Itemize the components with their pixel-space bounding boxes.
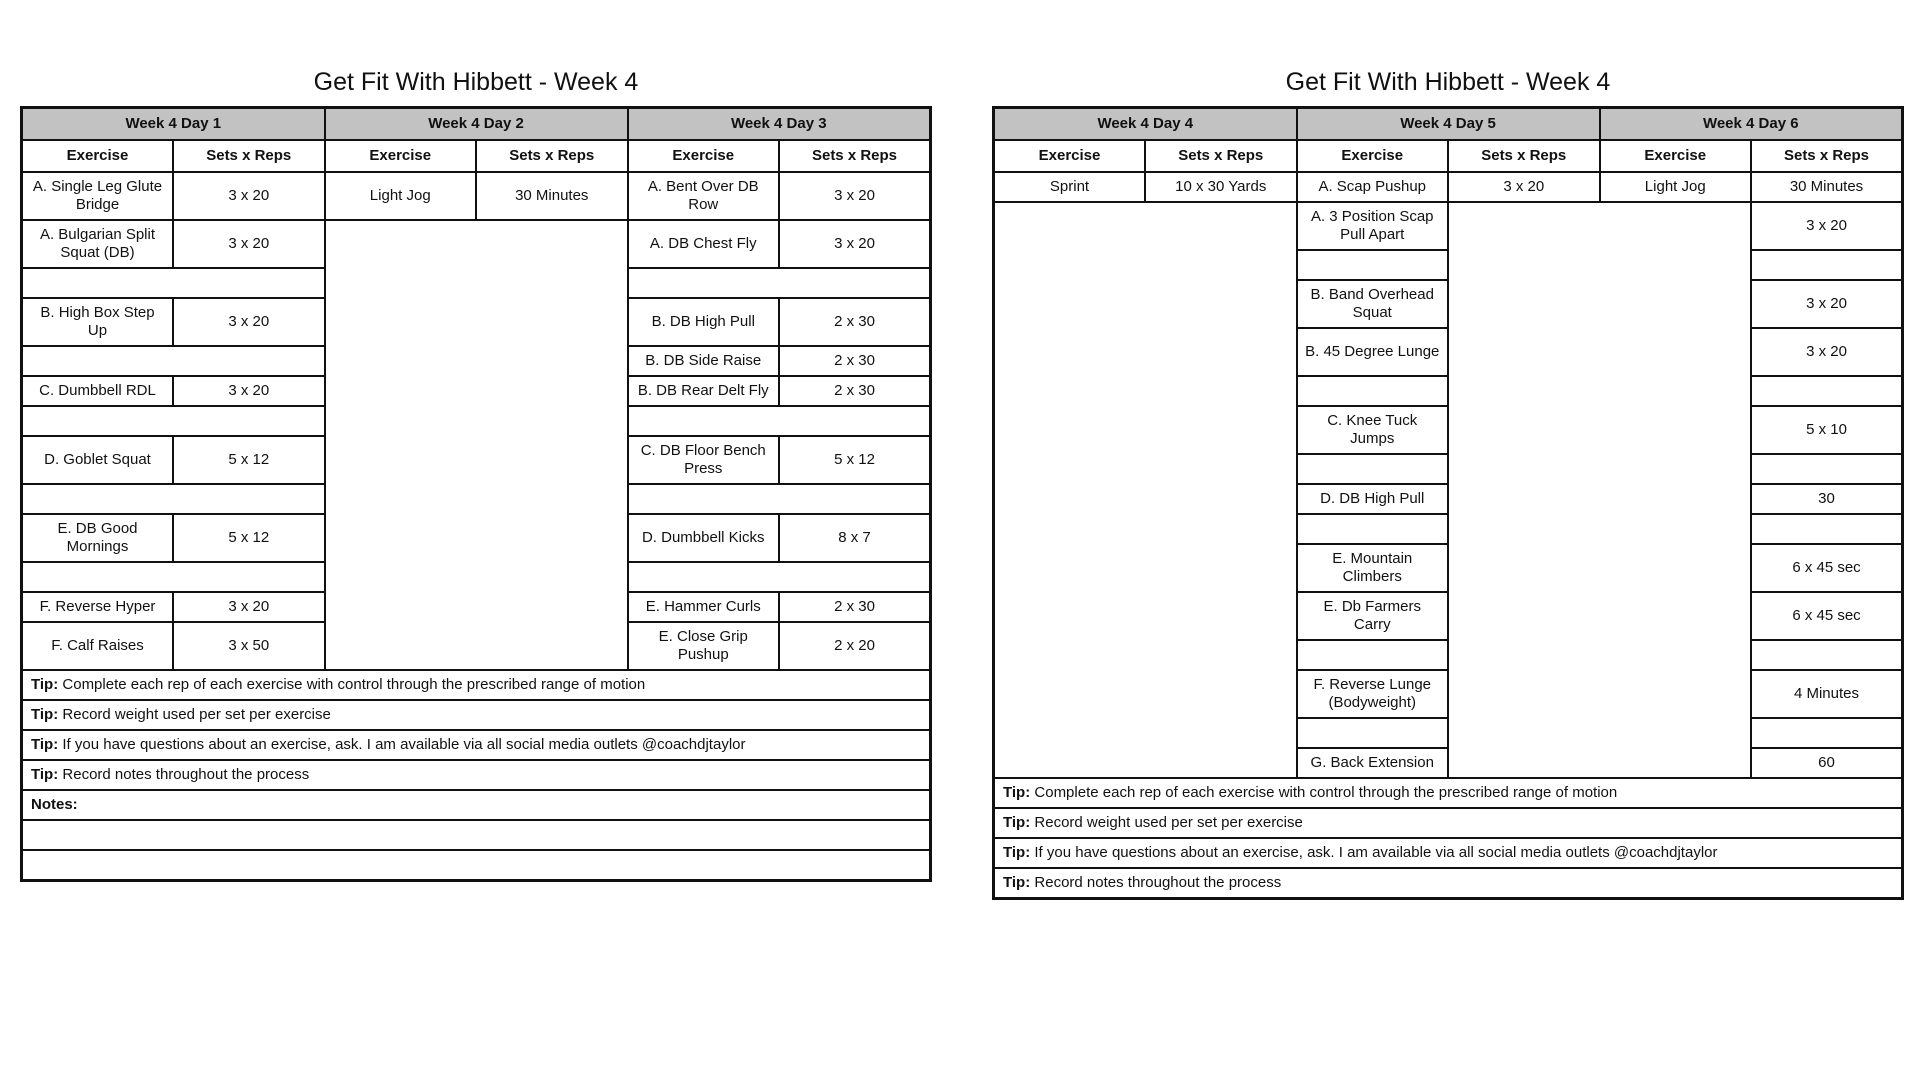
exercise-cell: B. DB High Pull: [628, 298, 780, 346]
exercise-cell: Sprint: [994, 172, 1146, 202]
tip-cell: [22, 730, 931, 760]
tip-cell: [994, 778, 1903, 808]
spacer-cell: [22, 484, 325, 514]
sets-reps-column-header: Sets x Reps: [1145, 140, 1297, 172]
tip-cell: [22, 760, 931, 790]
exercise-cell: A. Scap Pushup: [1297, 172, 1449, 202]
sheet-title: Get Fit With Hibbett - Week 4: [1285, 68, 1611, 96]
exercise-cell: C. Dumbbell RDL: [22, 376, 174, 406]
spacer-cell: [22, 268, 325, 298]
exercise-column-header: Exercise: [994, 140, 1146, 172]
day-header: Week 4 Day 1: [22, 108, 325, 141]
notes-blank-cell: [22, 820, 931, 850]
sets-reps-cell: 3 x 20: [173, 172, 325, 220]
day-header: Week 4 Day 3: [628, 108, 931, 141]
sets-reps-cell: 3 x 20: [1751, 280, 1903, 328]
exercise-column-header: Exercise: [325, 140, 477, 172]
exercise-column-header: Exercise: [1600, 140, 1752, 172]
exercise-cell: D. Dumbbell Kicks: [628, 514, 780, 562]
tip-label: Tip:: [1003, 844, 1031, 861]
tip-label: Tip:: [31, 736, 59, 753]
sets-reps-cell: 2 x 30: [779, 592, 931, 622]
table-row: [22, 220, 931, 268]
exercise-cell: F. Reverse Hyper: [22, 592, 174, 622]
column-header-row: [22, 140, 931, 172]
exercise-cell: B. DB Rear Delt Fly: [628, 376, 780, 406]
exercise-cell: A. 3 Position Scap Pull Apart: [1297, 202, 1449, 250]
sets-reps-cell: 30: [1751, 484, 1903, 514]
exercise-cell: D. DB High Pull: [1297, 484, 1449, 514]
tip-row: [22, 760, 931, 790]
column-header-row: [994, 140, 1903, 172]
sets-reps-column-header: Sets x Reps: [1751, 140, 1903, 172]
empty-day-area: [994, 202, 1297, 778]
tip-text: Record notes throughout the process: [1034, 874, 1282, 891]
notes-cell: [22, 790, 931, 820]
day-header: Week 4 Day 5: [1297, 108, 1600, 141]
spacer-cell: [1297, 376, 1600, 406]
day-header-row: [994, 108, 1903, 141]
workout-table: [992, 106, 1904, 900]
spacer-cell: [628, 268, 931, 298]
spacer-cell: [1297, 718, 1600, 748]
sets-reps-cell: 3 x 20: [1751, 202, 1903, 250]
sets-reps-column-header: Sets x Reps: [779, 140, 931, 172]
tip-row: [994, 838, 1903, 868]
sets-reps-cell: 8 x 7: [779, 514, 931, 562]
exercise-cell: Light Jog: [325, 172, 477, 220]
exercise-cell: B. 45 Degree Lunge: [1297, 328, 1449, 376]
tip-text: Record weight used per set per exercise: [62, 706, 331, 723]
sets-reps-cell: 3 x 20: [1751, 328, 1903, 376]
spacer-cell: [1297, 640, 1600, 670]
exercise-cell: A. DB Chest Fly: [628, 220, 780, 268]
sets-reps-cell: 3 x 20: [173, 220, 325, 268]
exercise-column-header: Exercise: [22, 140, 174, 172]
sheet-title: Get Fit With Hibbett - Week 4: [313, 68, 639, 96]
table-row: [994, 202, 1903, 250]
notes-label: Notes:: [31, 796, 78, 813]
sets-reps-cell: 5 x 12: [779, 436, 931, 484]
spacer-cell: [628, 406, 931, 436]
tip-label: Tip:: [31, 706, 59, 723]
spacer-cell: [22, 406, 325, 436]
exercise-cell: G. Back Extension: [1297, 748, 1449, 778]
exercise-cell: A. Bent Over DB Row: [628, 172, 780, 220]
tip-label: Tip:: [1003, 814, 1031, 831]
exercise-cell: Light Jog: [1600, 172, 1752, 202]
exercise-cell: E. Close Grip Pushup: [628, 622, 780, 670]
sets-reps-cell: 2 x 30: [779, 298, 931, 346]
tip-label: Tip:: [31, 676, 59, 693]
workout-table: [20, 106, 932, 882]
tip-text: Complete each rep of each exercise with control through the prescribed range of motion: [1034, 784, 1618, 801]
tip-row: [994, 868, 1903, 899]
sets-reps-cell: 3 x 50: [173, 622, 325, 670]
sets-reps-cell: 10 x 30 Yards: [1145, 172, 1297, 202]
notes-row: [22, 790, 931, 820]
sets-reps-cell: 5 x 12: [173, 514, 325, 562]
tip-row: [994, 778, 1903, 808]
exercise-cell: B. High Box Step Up: [22, 298, 174, 346]
sets-reps-cell: 4 Minutes: [1751, 670, 1903, 718]
sets-reps-cell: 6 x 45 sec: [1751, 544, 1903, 592]
exercise-cell: B. Band Overhead Squat: [1297, 280, 1449, 328]
sets-reps-cell: 30 Minutes: [1751, 172, 1903, 202]
tip-cell: [22, 700, 931, 730]
empty-day-area: [1448, 202, 1751, 778]
sets-reps-cell: 3 x 20: [1448, 172, 1600, 202]
day-header: Week 4 Day 4: [994, 108, 1297, 141]
exercise-cell: B. DB Side Raise: [628, 346, 780, 376]
tip-label: Tip:: [1003, 874, 1031, 891]
spacer-cell: [628, 562, 931, 592]
sets-reps-cell: 5 x 12: [173, 436, 325, 484]
sets-reps-cell: 3 x 20: [173, 298, 325, 346]
sets-reps-cell: 5 x 10: [1751, 406, 1903, 454]
workout-sheet-left: [20, 64, 932, 882]
sets-reps-cell: 2 x 30: [779, 346, 931, 376]
sets-reps-cell: 2 x 20: [779, 622, 931, 670]
sets-reps-cell: 30 Minutes: [476, 172, 628, 220]
exercise-cell: C. Knee Tuck Jumps: [1297, 406, 1449, 454]
tip-cell: [22, 670, 931, 700]
exercise-column-header: Exercise: [628, 140, 780, 172]
workout-sheet-right: [992, 64, 1904, 900]
tip-text: Record weight used per set per exercise: [1034, 814, 1303, 831]
notes-blank-row: [22, 820, 931, 850]
exercise-cell: C. DB Floor Bench Press: [628, 436, 780, 484]
spacer-cell: [628, 484, 931, 514]
sets-reps-cell: 3 x 20: [779, 220, 931, 268]
tip-text: If you have questions about an exercise, ask. I am available via all social media outlets @coachdjtaylor: [1034, 844, 1718, 861]
spacer-cell: [22, 562, 325, 592]
sets-reps-cell: 3 x 20: [173, 592, 325, 622]
exercise-cell: E. Mountain Climbers: [1297, 544, 1449, 592]
exercise-cell: F. Calf Raises: [22, 622, 174, 670]
tip-label: Tip:: [1003, 784, 1031, 801]
sets-reps-cell: 3 x 20: [173, 376, 325, 406]
notes-blank-row: [22, 850, 931, 881]
exercise-cell: E. Hammer Curls: [628, 592, 780, 622]
spacer-cell: [1297, 514, 1600, 544]
tip-row: [22, 670, 931, 700]
spacer-cell: [1297, 250, 1600, 280]
tip-text: Complete each rep of each exercise with control through the prescribed range of motion: [62, 676, 646, 693]
sets-reps-cell: 3 x 20: [779, 172, 931, 220]
tip-cell: [994, 838, 1903, 868]
exercise-cell: A. Single Leg Glute Bridge: [22, 172, 174, 220]
sets-reps-cell: 6 x 45 sec: [1751, 592, 1903, 640]
tip-cell: [994, 808, 1903, 838]
sets-reps-column-header: Sets x Reps: [1448, 140, 1600, 172]
day-header: Week 4 Day 2: [325, 108, 628, 141]
spacer-cell: [1297, 454, 1600, 484]
tip-cell: [994, 868, 1903, 899]
sets-reps-cell: 2 x 30: [779, 376, 931, 406]
exercise-cell: D. Goblet Squat: [22, 436, 174, 484]
notes-blank-cell: [22, 850, 931, 881]
exercise-cell: F. Reverse Lunge (Bodyweight): [1297, 670, 1449, 718]
exercise-cell: E. DB Good Mornings: [22, 514, 174, 562]
empty-day-area: [325, 220, 628, 670]
day-header: Week 4 Day 6: [1600, 108, 1903, 141]
table-row: [994, 172, 1903, 202]
sets-reps-column-header: Sets x Reps: [476, 140, 628, 172]
sets-reps-cell: 60: [1751, 748, 1903, 778]
spacer-cell: [22, 346, 325, 376]
day-header-row: [22, 108, 931, 141]
tip-label: Tip:: [31, 766, 59, 783]
tip-row: [22, 730, 931, 760]
tip-text: Record notes throughout the process: [62, 766, 310, 783]
tip-row: [22, 700, 931, 730]
exercise-column-header: Exercise: [1297, 140, 1449, 172]
sets-reps-column-header: Sets x Reps: [173, 140, 325, 172]
tip-row: [994, 808, 1903, 838]
tip-text: If you have questions about an exercise, ask. I am available via all social media outlets @coachdjtaylor: [62, 736, 746, 753]
exercise-cell: A. Bulgarian Split Squat (DB): [22, 220, 174, 268]
table-row: [22, 172, 931, 220]
exercise-cell: E. Db Farmers Carry: [1297, 592, 1449, 640]
